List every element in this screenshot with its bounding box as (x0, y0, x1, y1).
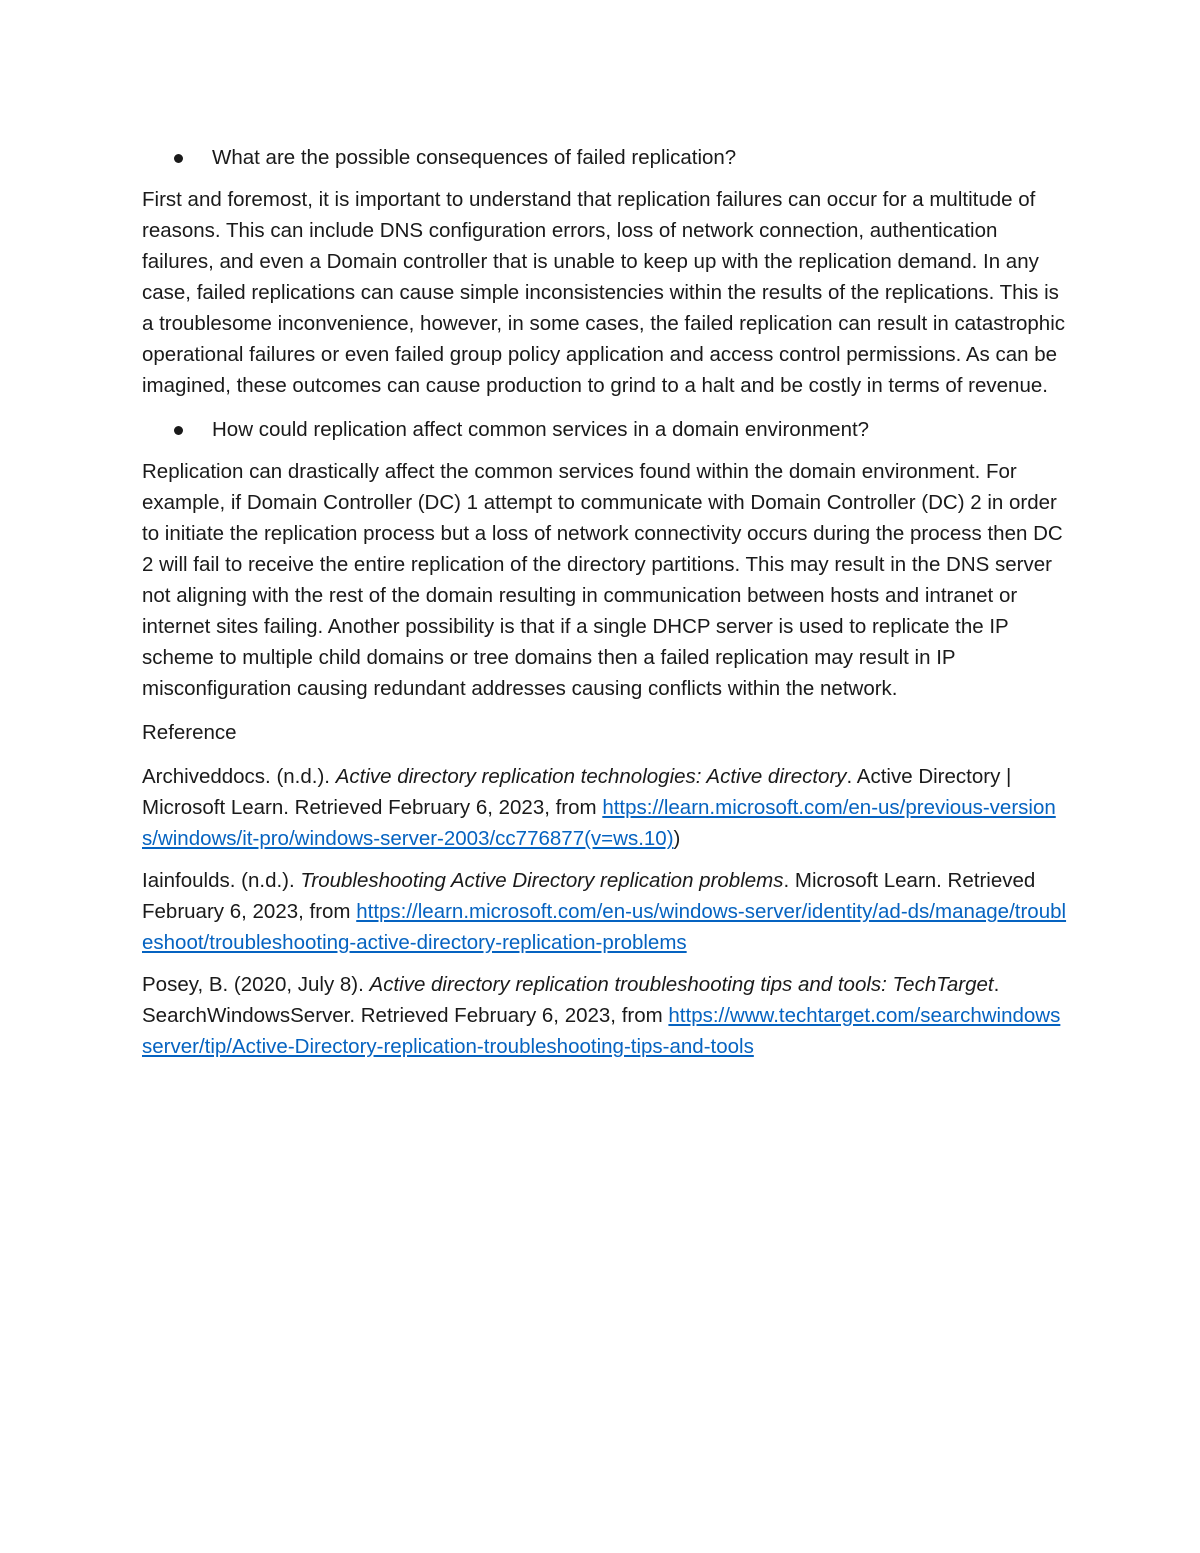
reference-author: Posey, B. (2020, July 8). (142, 973, 370, 996)
reference-title: Troubleshooting Active Directory replication problems (300, 869, 784, 892)
reference-source: . Microsoft Learn. Retrieved February 6, 2023, from (142, 869, 1036, 923)
reference-source: . SearchWindowsServer. Retrieved February 6, 2023, from (142, 973, 1000, 1027)
bullet-icon (174, 426, 183, 435)
answer-2-paragraph: Replication can drastically affect the common services found within the domain environment. For example, if Domain Controller (DC) 1 attempt to communicate with Domain Controller (DC) 2 in order to initiate the replication process but a loss of network connectivity occurs during the process then DC 2 will fail to receive the entire replication of the directory partitions. This may result in the DNS server not aligning with the rest of the domain resulting in communication between hosts and intranet or internet sites failing. Another possibility is that if a single DHCP server is used to replicate the IP scheme to multiple child domains or tree domains then a failed replication may result in IP misconfiguration causing redundant addresses causing conflicts within the network. (142, 460, 1063, 700)
question-2-text: How could replication affect common services in a domain environment? (212, 418, 870, 441)
question-2 (142, 414, 1067, 445)
reference-link[interactable]: https://learn.microsoft.com/en-us/windows-server/identity/ad-ds/manage/troubleshoot/troubleshooting-active-directory-replication-problems (142, 900, 1067, 954)
reference-author: Archiveddocs. (n.d.). (142, 765, 336, 788)
reference-author: Iainfoulds. (n.d.). (142, 869, 301, 892)
reference-entry-3 (142, 969, 1067, 1062)
reference-source: . Active Directory | Microsoft Learn. Retrieved February 6, 2023, from (142, 765, 1012, 819)
reference-link[interactable]: https://learn.microsoft.com/en-us/previous-versions/windows/it-pro/windows-server-2003/cc776877(v=ws.10) (142, 796, 1056, 850)
document-page (142, 142, 1067, 1073)
reference-entry-2 (142, 865, 1067, 958)
reference-tail: ) (673, 827, 681, 850)
question-1 (142, 142, 1067, 173)
reference-entry-1 (142, 761, 1067, 854)
reference-title: Active directory replication troubleshooting tips and tools: TechTarget (369, 973, 994, 996)
answer-1-paragraph: First and foremost, it is important to understand that replication failures can occur for a multitude of reasons. This can include DNS configuration errors, loss of network connection, authentication failures, and even a Domain controller that is unable to keep up with the replication demand. In any case, failed replications can cause simple inconsistencies within the results of the replications. This is a troublesome inconvenience, however, in some cases, the failed replication can result in catastrophic operational failures or even failed group policy application and access control permissions. As can be imagined, these outcomes can cause production to grind to a halt and be costly in terms of revenue. (142, 188, 1066, 397)
bullet-icon (174, 154, 183, 163)
reference-link[interactable]: https://www.techtarget.com/searchwindowsserver/tip/Active-Directory-replication-troubleshooting-tips-and-tools (142, 1004, 1061, 1058)
reference-heading: Reference (142, 721, 237, 744)
reference-title: Active directory replication technologies: Active directory (335, 765, 847, 788)
question-1-text: What are the possible consequences of failed replication? (212, 146, 737, 169)
